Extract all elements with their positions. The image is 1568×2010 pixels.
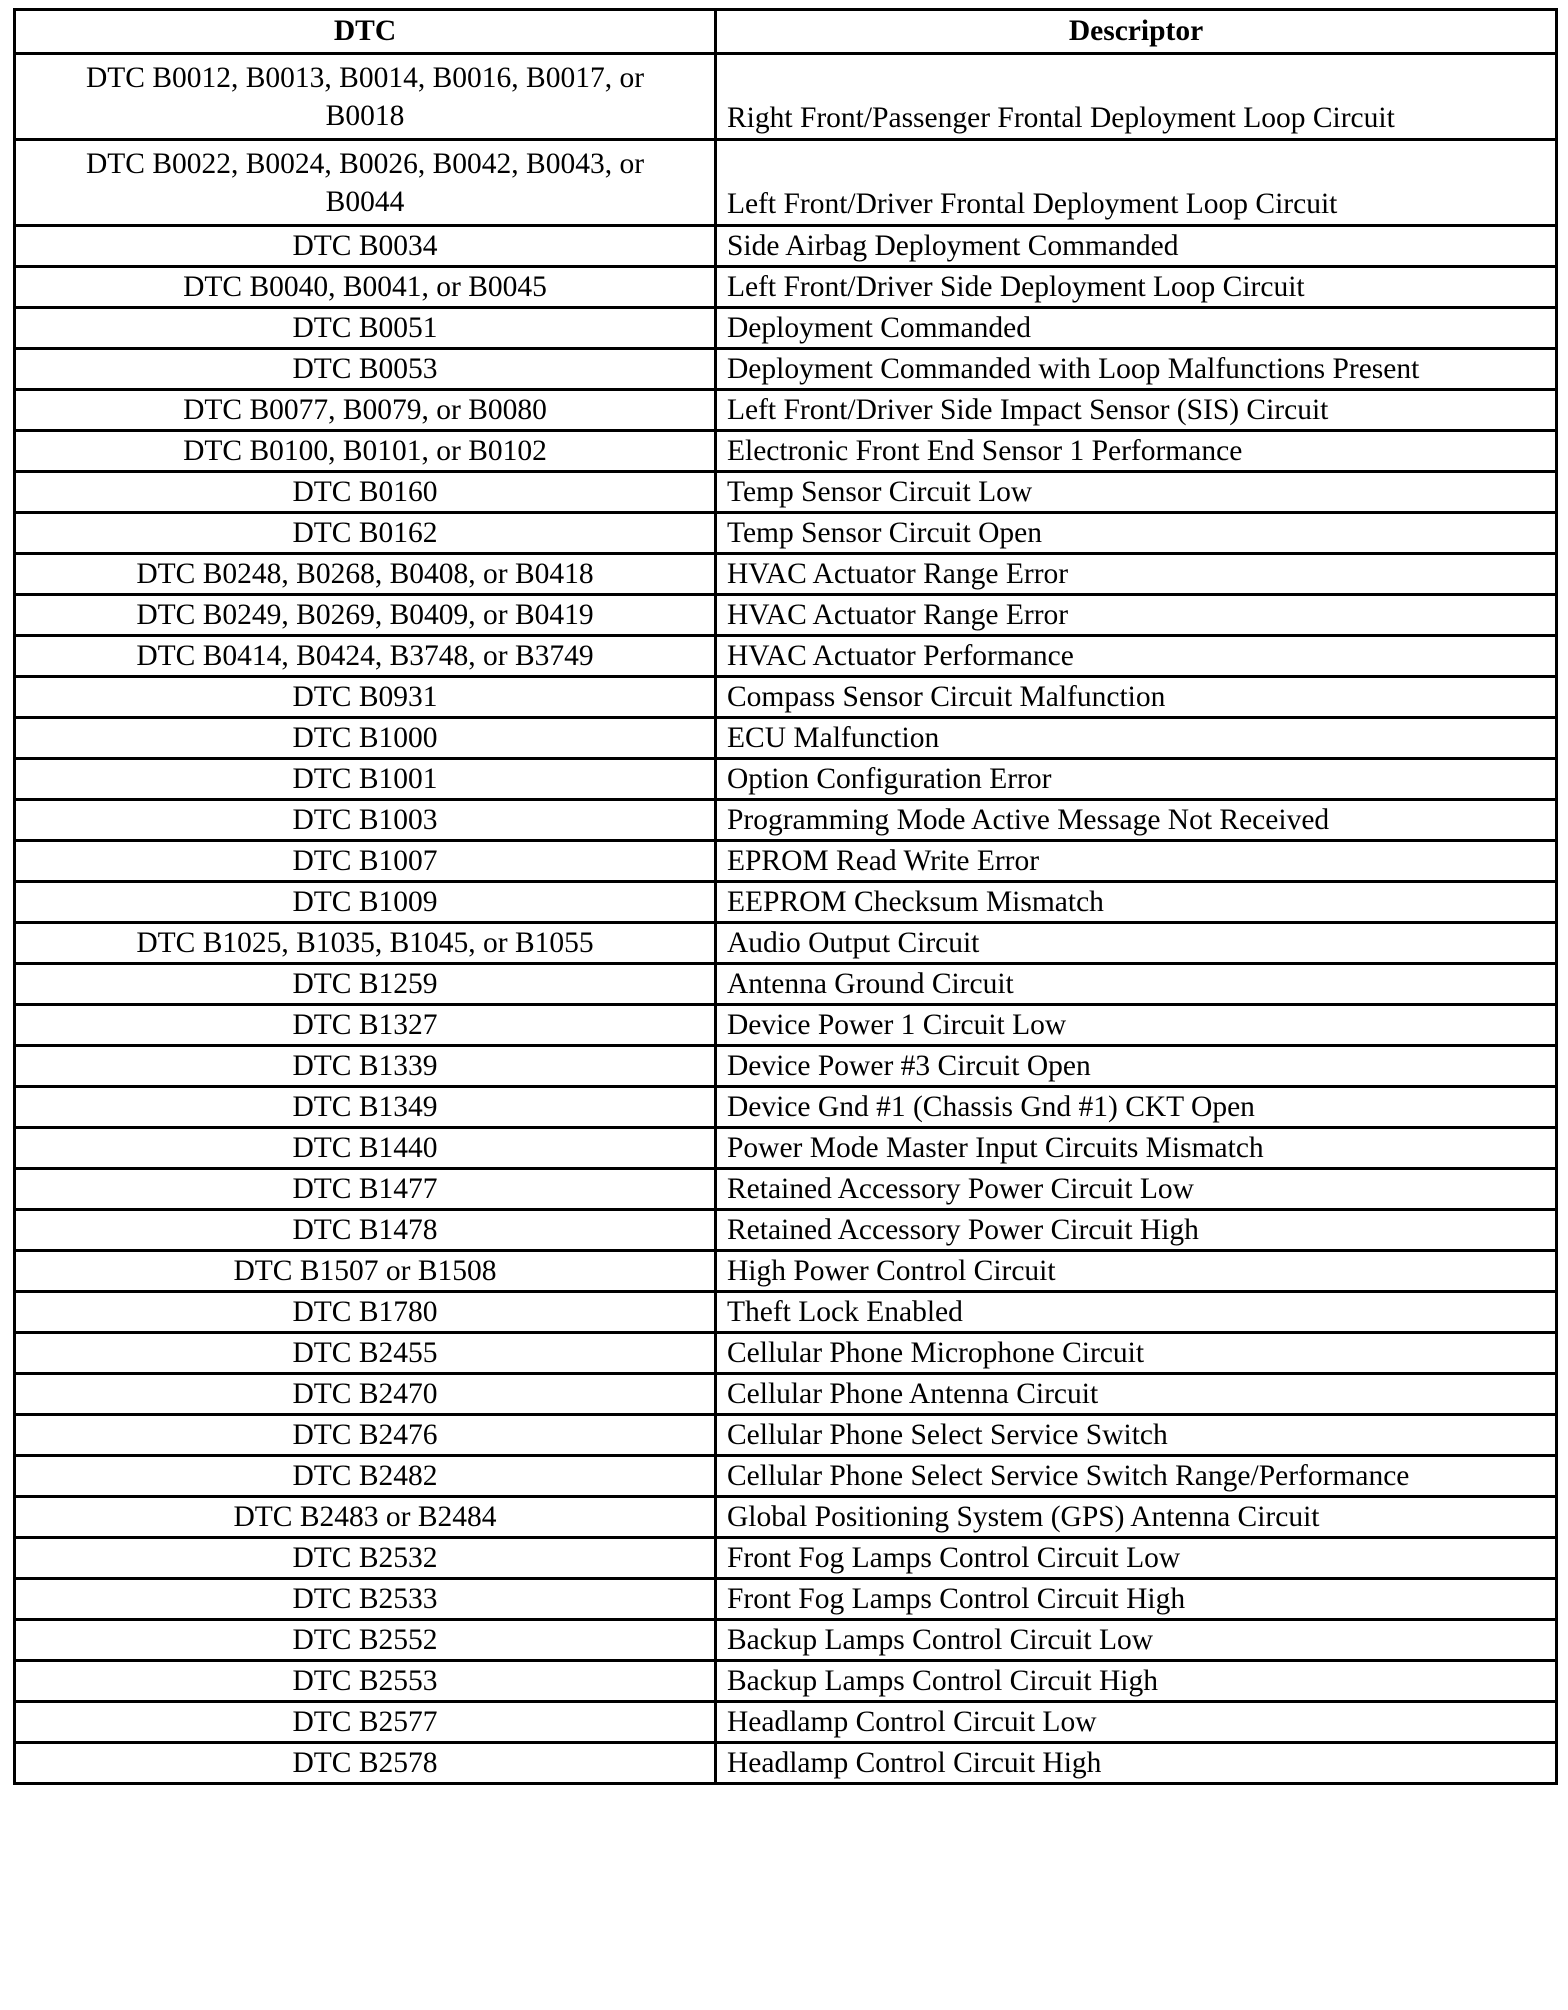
table-row — [15, 1579, 1557, 1620]
dtc-code-cell: DTC B0248, B0268, B0408, or B0418 — [15, 554, 716, 595]
descriptor-cell: Temp Sensor Circuit Open — [716, 513, 1557, 554]
dtc-code-cell: DTC B1000 — [15, 718, 716, 759]
table-row — [15, 1661, 1557, 1702]
descriptor-cell: Left Front/Driver Side Deployment Loop Circuit — [716, 267, 1557, 308]
descriptor-cell: Headlamp Control Circuit Low — [716, 1702, 1557, 1743]
descriptor-cell: High Power Control Circuit — [716, 1251, 1557, 1292]
table-row — [15, 54, 1557, 140]
descriptor-cell: Option Configuration Error — [716, 759, 1557, 800]
descriptor-cell: Left Front/Driver Side Impact Sensor (SIS) Circuit — [716, 390, 1557, 431]
descriptor-cell: Retained Accessory Power Circuit High — [716, 1210, 1557, 1251]
dtc-code-cell: DTC B0249, B0269, B0409, or B0419 — [15, 595, 716, 636]
descriptor-cell: Programming Mode Active Message Not Received — [716, 800, 1557, 841]
table-row — [15, 923, 1557, 964]
dtc-code-cell: DTC B1349 — [15, 1087, 716, 1128]
dtc-code-cell: DTC B0160 — [15, 472, 716, 513]
dtc-code-cell: DTC B0053 — [15, 349, 716, 390]
table-row — [15, 1251, 1557, 1292]
descriptor-cell: Theft Lock Enabled — [716, 1292, 1557, 1333]
table-row — [15, 1538, 1557, 1579]
dtc-column-header: DTC — [15, 10, 716, 54]
dtc-table-container — [13, 8, 1555, 1785]
descriptor-cell: Cellular Phone Antenna Circuit — [716, 1374, 1557, 1415]
dtc-code-cell: DTC B2553 — [15, 1661, 716, 1702]
descriptor-cell: ECU Malfunction — [716, 718, 1557, 759]
descriptor-cell: Antenna Ground Circuit — [716, 964, 1557, 1005]
descriptor-cell: EPROM Read Write Error — [716, 841, 1557, 882]
dtc-code-cell: DTC B1780 — [15, 1292, 716, 1333]
descriptor-cell: Headlamp Control Circuit High — [716, 1743, 1557, 1784]
descriptor-cell: Backup Lamps Control Circuit High — [716, 1661, 1557, 1702]
table-row — [15, 636, 1557, 677]
dtc-code-cell: DTC B2577 — [15, 1702, 716, 1743]
dtc-code-cell: DTC B1007 — [15, 841, 716, 882]
dtc-code-cell: DTC B2476 — [15, 1415, 716, 1456]
descriptor-cell: Cellular Phone Select Service Switch Range/Performance — [716, 1456, 1557, 1497]
table-row — [15, 1415, 1557, 1456]
table-row — [15, 1087, 1557, 1128]
dtc-code-cell: DTC B1507 or B1508 — [15, 1251, 716, 1292]
table-row — [15, 431, 1557, 472]
dtc-code-cell: DTC B0034 — [15, 226, 716, 267]
dtc-code-cell: DTC B2455 — [15, 1333, 716, 1374]
table-row — [15, 390, 1557, 431]
table-row — [15, 472, 1557, 513]
table-row — [15, 1333, 1557, 1374]
dtc-code-cell: DTC B1259 — [15, 964, 716, 1005]
table-row — [15, 759, 1557, 800]
dtc-code-cell: DTC B1440 — [15, 1128, 716, 1169]
dtc-code-cell: DTC B0100, B0101, or B0102 — [15, 431, 716, 472]
dtc-code-cell: DTC B0040, B0041, or B0045 — [15, 267, 716, 308]
dtc-code-cell: DTC B0051 — [15, 308, 716, 349]
descriptor-cell: HVAC Actuator Performance — [716, 636, 1557, 677]
descriptor-cell: Side Airbag Deployment Commanded — [716, 226, 1557, 267]
descriptor-cell: Device Power 1 Circuit Low — [716, 1005, 1557, 1046]
table-row — [15, 1497, 1557, 1538]
table-row — [15, 554, 1557, 595]
descriptor-cell: EEPROM Checksum Mismatch — [716, 882, 1557, 923]
table-row — [15, 226, 1557, 267]
dtc-code-cell: DTC B1477 — [15, 1169, 716, 1210]
descriptor-cell: HVAC Actuator Range Error — [716, 595, 1557, 636]
dtc-code-cell: DTC B1001 — [15, 759, 716, 800]
table-row — [15, 1743, 1557, 1784]
descriptor-cell: Audio Output Circuit — [716, 923, 1557, 964]
table-row — [15, 308, 1557, 349]
header-row — [15, 10, 1557, 54]
table-row — [15, 1620, 1557, 1661]
descriptor-cell: Compass Sensor Circuit Malfunction — [716, 677, 1557, 718]
dtc-code-cell: DTC B1339 — [15, 1046, 716, 1087]
dtc-code-cell: DTC B2483 or B2484 — [15, 1497, 716, 1538]
table-body — [15, 54, 1557, 1784]
table-row — [15, 349, 1557, 390]
descriptor-cell: Electronic Front End Sensor 1 Performance — [716, 431, 1557, 472]
descriptor-cell: Power Mode Master Input Circuits Mismatch — [716, 1128, 1557, 1169]
descriptor-cell: Deployment Commanded with Loop Malfunctions Present — [716, 349, 1557, 390]
dtc-code-cell: DTC B0022, B0024, B0026, B0042, B0043, or B0044 — [15, 140, 716, 226]
descriptor-cell: Device Power #3 Circuit Open — [716, 1046, 1557, 1087]
table-row — [15, 140, 1557, 226]
table-row — [15, 595, 1557, 636]
dtc-code-cell: DTC B2470 — [15, 1374, 716, 1415]
descriptor-cell: Right Front/Passenger Frontal Deployment Loop Circuit — [716, 54, 1557, 140]
descriptor-cell: Front Fog Lamps Control Circuit High — [716, 1579, 1557, 1620]
descriptor-column-header: Descriptor — [716, 10, 1557, 54]
dtc-code-cell: DTC B1327 — [15, 1005, 716, 1046]
dtc-code-cell: DTC B2578 — [15, 1743, 716, 1784]
descriptor-cell: Cellular Phone Microphone Circuit — [716, 1333, 1557, 1374]
table-row — [15, 800, 1557, 841]
descriptor-cell: Device Gnd #1 (Chassis Gnd #1) CKT Open — [716, 1087, 1557, 1128]
table-row — [15, 1374, 1557, 1415]
dtc-code-cell: DTC B1025, B1035, B1045, or B1055 — [15, 923, 716, 964]
dtc-code-cell: DTC B2482 — [15, 1456, 716, 1497]
table-row — [15, 1046, 1557, 1087]
table-row — [15, 677, 1557, 718]
descriptor-cell: HVAC Actuator Range Error — [716, 554, 1557, 595]
table-row — [15, 841, 1557, 882]
dtc-code-cell: DTC B2532 — [15, 1538, 716, 1579]
dtc-table — [13, 8, 1558, 1785]
table-row — [15, 1210, 1557, 1251]
dtc-code-cell: DTC B1478 — [15, 1210, 716, 1251]
descriptor-cell: Temp Sensor Circuit Low — [716, 472, 1557, 513]
descriptor-cell: Deployment Commanded — [716, 308, 1557, 349]
dtc-code-cell: DTC B0077, B0079, or B0080 — [15, 390, 716, 431]
table-row — [15, 1005, 1557, 1046]
table-row — [15, 1292, 1557, 1333]
table-row — [15, 267, 1557, 308]
table-row — [15, 1456, 1557, 1497]
table-row — [15, 1169, 1557, 1210]
descriptor-cell: Front Fog Lamps Control Circuit Low — [716, 1538, 1557, 1579]
dtc-code-cell: DTC B0414, B0424, B3748, or B3749 — [15, 636, 716, 677]
table-row — [15, 1128, 1557, 1169]
dtc-code-cell: DTC B1009 — [15, 882, 716, 923]
table-row — [15, 882, 1557, 923]
table-row — [15, 1702, 1557, 1743]
dtc-code-cell: DTC B0162 — [15, 513, 716, 554]
dtc-code-cell: DTC B2533 — [15, 1579, 716, 1620]
descriptor-cell: Retained Accessory Power Circuit Low — [716, 1169, 1557, 1210]
table-row — [15, 513, 1557, 554]
descriptor-cell: Cellular Phone Select Service Switch — [716, 1415, 1557, 1456]
descriptor-cell: Backup Lamps Control Circuit Low — [716, 1620, 1557, 1661]
table-row — [15, 964, 1557, 1005]
dtc-code-cell: DTC B1003 — [15, 800, 716, 841]
descriptor-cell: Global Positioning System (GPS) Antenna Circuit — [716, 1497, 1557, 1538]
dtc-code-cell: DTC B0931 — [15, 677, 716, 718]
descriptor-cell: Left Front/Driver Frontal Deployment Loop Circuit — [716, 140, 1557, 226]
table-row — [15, 718, 1557, 759]
dtc-code-cell: DTC B0012, B0013, B0014, B0016, B0017, or B0018 — [15, 54, 716, 140]
dtc-code-cell: DTC B2552 — [15, 1620, 716, 1661]
